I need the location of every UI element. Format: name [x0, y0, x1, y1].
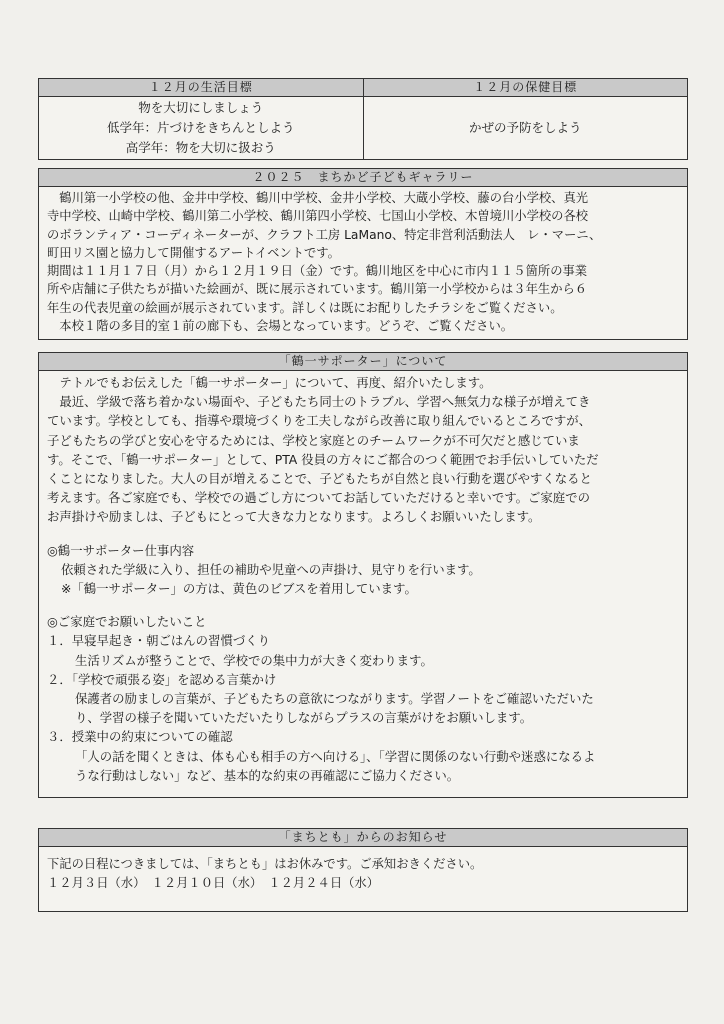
duty-line: ※「鶴一サポーター」の方は、黄色のビブスを着用しています。	[61, 581, 417, 597]
machitomo-section	[38, 828, 688, 912]
life-goal-header: １２月の生活目標	[39, 79, 363, 97]
gallery-line: 本校１階の多目的室１前の廊下も、会場となっています。どうぞ、ご覧ください。	[47, 319, 514, 334]
machitomo-line: 下記の日程につきましては、「まちとも」はお休みです。ご承知おきください。	[47, 857, 483, 871]
gallery-line: 年生の代表児童の絵画が展示されています。詳しくは既にお配りしたチラシをご覧ください。	[47, 300, 563, 315]
supporter-intro-line: くことになりました。大人の目が増えることで、子どもたちが自然と良い行動を選びやすくなると	[47, 471, 592, 487]
gallery-line: 所や店舗に子供たちが描いた絵画が、既に展示されています。鶴川第一小学校からは３年生から６	[47, 282, 588, 297]
machitomo-header: 「まちとも」からのお知らせ	[39, 829, 687, 847]
health-goal-header: １２月の保健目標	[364, 79, 688, 97]
machitomo-text	[39, 847, 687, 893]
health-goal-body	[364, 97, 688, 159]
gallery-line: 鶴川第一小学校の他、金井中学校、鶴川中学校、金井小学校、大蔵小学校、藤の台小学校、真光	[47, 191, 589, 205]
supporter-intro-line: 子どもたちの学びと安心を守るためには、学校と家庭とのチームワークが不可欠だと感じていま	[47, 432, 580, 448]
gallery-section	[38, 168, 688, 340]
health-goal-column	[363, 79, 688, 159]
request-item-line: り、学習の様子を聞いていただいたりしながらプラスの言葉がけをお願いします。	[75, 710, 533, 726]
supporter-intro-line: テトルでもお伝えした「鶴一サポーター」について、再度、紹介いたします。	[47, 375, 492, 390]
gallery-line: 期間は１１月１７日（月）から１２月１９日（金）です。鶴川地区を中心に市内１１５箇所の事業	[47, 264, 588, 279]
bleed-through-area	[40, 40, 680, 70]
request-title: ◎ご家庭でお願いしたいこと	[47, 614, 207, 630]
machitomo-dates: １２月３日（水） １２月１０日（水） １２月２４日（水）	[47, 876, 380, 890]
life-goal-column	[39, 79, 363, 159]
gallery-line: 寺中学校、山崎中学校、鶴川第二小学校、鶴川第四小学校、七国山小学校、木曽境川小学校の各校	[47, 209, 589, 224]
gallery-header: ２０２５ まちかど子どもギャラリー	[39, 169, 687, 187]
supporter-intro-line: ています。学校としても、指導や環境づくりを工夫しながら改善に取り組んでいるところですが、	[47, 413, 592, 429]
request-item-title: ２．「学校で頑張る姿」を認める言葉かけ	[47, 671, 277, 687]
request-item-line: うな行動はしない」など、基本的な約束の再確認にご協力ください。	[75, 767, 460, 783]
life-goal-line: 高学年：物を大切に扱おう	[125, 140, 276, 155]
health-goal-line: かぜの予防をしよう	[468, 120, 582, 135]
gallery-text	[39, 187, 687, 335]
request-item-title: ３．授業中の約束についての確認	[47, 729, 233, 745]
supporter-intro-line: 最近、学級で落ち着かない場面や、子どもたち同士のトラブル、学習へ無気力な様子が増えてき	[47, 394, 591, 410]
supporter-intro-line: 考えます。各ご家庭でも、学校での過ごし方についてお話していただけると幸いです。ご家庭での	[47, 490, 590, 506]
duty-title: ◎鶴一サポーター仕事内容	[47, 542, 195, 558]
life-goal-body	[39, 97, 363, 159]
supporter-header: 「鶴一サポーター」について	[39, 353, 687, 371]
monthly-goals-table	[38, 78, 688, 160]
supporter-text	[39, 371, 687, 785]
life-goal-line: 物を大切にしましょう	[138, 100, 264, 115]
gallery-line: のボランティア・コーディネーターが、クラフト工房 LaMano、特定非営利活動法人 レ・マーニ、	[47, 227, 602, 242]
supporter-intro-line: す。そこで、「鶴一サポーター」として、PTA 役員の方々にご都合のつく範囲でお手伝いしていただ	[47, 451, 599, 467]
request-item-title: １．早寝早起き・朝ごはんの習慣づくり	[47, 633, 271, 649]
duty-line: 依頼された学級に入り、担任の補助や児童への声掛け、見守りを行います。	[61, 561, 481, 577]
life-goal-line: 低学年：片づけをきちんとしよう	[106, 120, 295, 135]
request-item-line: 保護者の励ましの言葉が、子どもたちの意欲につながります。学習ノートをご確認いただいた	[75, 691, 594, 707]
supporter-intro-line: お声掛けや励ましは、子どもにとって大きな力となります。よろしくお願いいたします。	[47, 509, 541, 525]
supporter-section	[38, 352, 688, 798]
request-item-line: 「人の話を聞くときは、体も心も相手の方へ向ける」、「学習に関係のない行動や迷惑になるよ	[75, 748, 596, 764]
gallery-line: 町田リス園と協力して開催するアートイベントです。	[47, 245, 340, 260]
request-item-line: 生活リズムが整うことで、学校での集中力が大きく変わります。	[75, 652, 433, 668]
